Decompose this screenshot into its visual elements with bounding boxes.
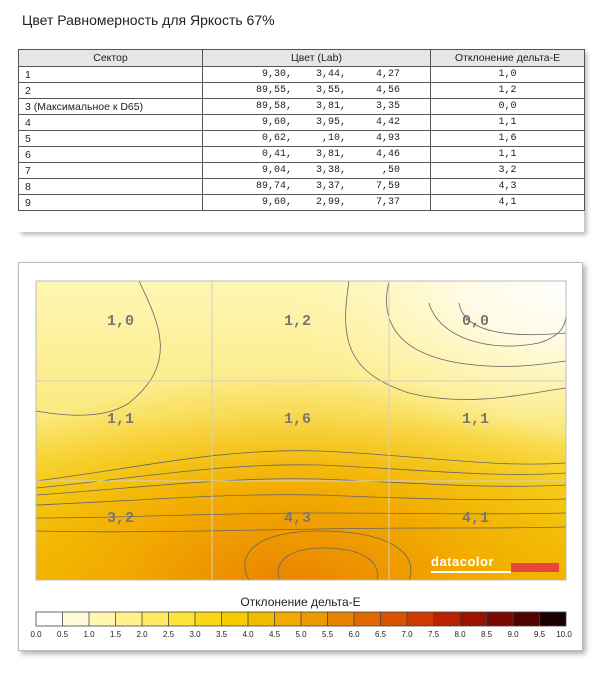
lab-b: 3,35 [375,101,400,112]
scale-tick-label: 3.5 [215,630,228,639]
lab-l: 9,60, [261,197,292,208]
lab-cell [203,163,431,179]
legend-title: Отклонение дельта-E [240,595,361,609]
lab-a: 3,81, [315,101,346,112]
sector-cell: 8 [19,179,203,195]
lab-a: 3,55, [315,85,346,96]
scale-tick-label: 2.5 [162,630,175,639]
lab-cell [203,131,431,147]
cell-label-2: 1,2 [284,313,312,330]
lab-b: 4,56 [375,85,400,96]
table-header-row [19,50,585,67]
scale-tick-label: 2.0 [136,630,148,639]
lab-b: 7,59 [375,181,400,192]
sector-cell: 9 [19,195,203,211]
table-row [19,99,585,115]
scale-tick-label: 8.0 [454,630,466,639]
scale-tick-label: 4.5 [268,630,281,639]
uniformity-heatmap-panel [18,262,583,651]
sector-cell: 6 [19,147,203,163]
cell-label-9: 4,1 [462,510,490,527]
scale-tick-label: 6.5 [374,630,387,639]
cell-label-1: 1,0 [107,313,135,330]
cell-label-6: 1,1 [462,411,490,428]
scale-tick-label: 7.5 [427,630,440,639]
lab-a: 2,99, [315,197,346,208]
lab-b: 4,27 [375,69,400,80]
delta-e-cell: 1,2 [431,83,585,99]
lab-l: 0,41, [261,149,292,160]
sector-cell: 2 [19,83,203,99]
delta-e-cell: 1,0 [431,67,585,83]
sector-cell: 3 (Максимальное к D65) [19,99,203,115]
lab-cell [203,179,431,195]
table-row [19,195,585,211]
lab-a: 3,95, [315,117,346,128]
lab-a: ,10, [321,133,346,144]
color-scale [36,612,566,626]
cell-label-7: 3,2 [107,510,135,527]
logo-underline [431,571,511,573]
delta-e-cell: 1,1 [431,147,585,163]
delta-e-cell: 4,3 [431,179,585,195]
lab-l: 89,58, [255,101,292,112]
scale-tick-label: 4.0 [242,630,254,639]
lab-l: 9,30, [261,69,292,80]
cell-label-3: 0,0 [462,313,490,330]
lab-a: 3,81, [315,149,346,160]
sector-cell: 1 [19,67,203,83]
datacolor-logo: datacolor [431,554,495,569]
scale-tick-label: 0.5 [56,630,69,639]
logo-red-bar [511,563,559,572]
scale-tick-label: 10.0 [556,630,572,639]
lab-b: 4,93 [375,133,400,144]
scale-tick-label: 6.0 [348,630,360,639]
header-color-lab: Цвет (Lab) [203,50,431,67]
table-row [19,115,585,131]
delta-e-cell: 4,1 [431,195,585,211]
scale-tick-label: 1.0 [83,630,95,639]
delta-e-cell: 0,0 [431,99,585,115]
scale-tick-label: 3.0 [189,630,201,639]
lab-cell [203,67,431,83]
lab-b: 7,37 [375,197,400,208]
lab-cell [203,99,431,115]
cell-label-8: 4,3 [284,510,312,527]
scale-tick-label: 9.0 [507,630,519,639]
lab-cell [203,115,431,131]
cell-label-4: 1,1 [107,411,135,428]
lab-a: 3,37, [315,181,346,192]
lab-b: 4,42 [375,117,400,128]
lab-l: 89,74, [255,181,292,192]
cell-label-5: 1,6 [284,411,312,428]
sector-cell: 4 [19,115,203,131]
lab-cell [203,195,431,211]
header-delta-e: Отклонение дельта-E [431,50,585,67]
lab-a: 3,38, [315,165,346,176]
lab-cell [203,83,431,99]
table-row [19,67,585,83]
table-row [19,83,585,99]
uniformity-table [18,49,584,232]
page-title: Цвет Равномерность для Яркость 67% [22,12,275,28]
lab-l: 0,62, [261,133,292,144]
sector-cell: 5 [19,131,203,147]
lab-b: ,50 [381,165,400,176]
scale-tick-label: 7.0 [401,630,413,639]
sector-cell: 7 [19,163,203,179]
scale-tick-label: 1.5 [109,630,122,639]
table-row [19,131,585,147]
table-row [19,179,585,195]
lab-a: 3,44, [315,69,346,80]
scale-tick-label: 9.5 [533,630,546,639]
lab-l: 89,55, [255,85,292,96]
scale-tick-label: 8.5 [480,630,493,639]
lab-l: 9,60, [261,117,292,128]
scale-tick-label: 5.5 [321,630,334,639]
table-row [19,163,585,179]
delta-e-cell: 1,1 [431,115,585,131]
scale-tick-label: 0.0 [30,630,42,639]
lab-cell [203,147,431,163]
delta-e-cell: 1,6 [431,131,585,147]
table-row [19,147,585,163]
scale-tick-label: 5.0 [295,630,307,639]
lab-l: 9,04, [261,165,292,176]
delta-e-cell: 3,2 [431,163,585,179]
header-sector: Сектор [19,50,203,67]
lab-b: 4,46 [375,149,400,160]
